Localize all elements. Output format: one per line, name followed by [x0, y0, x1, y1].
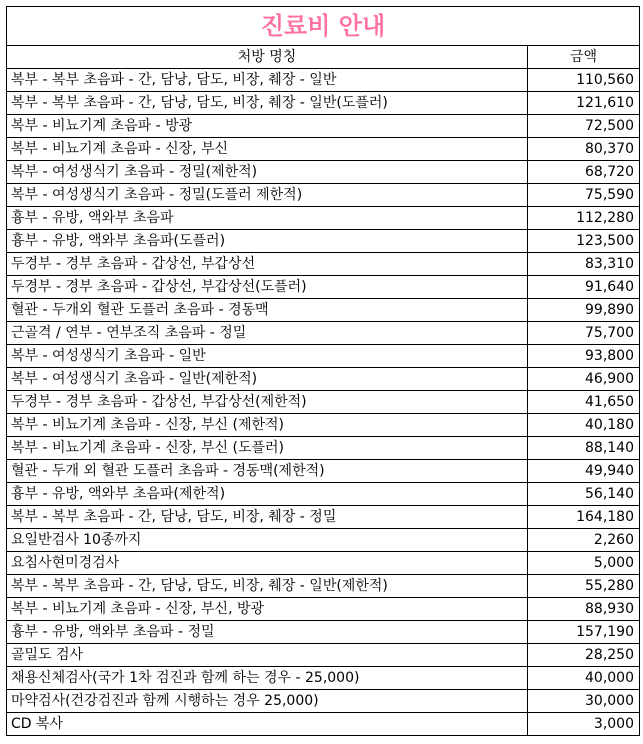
- table-row: [7, 276, 640, 299]
- table-body: [7, 69, 640, 736]
- procedure-name-cell: 혈관 - 두개 외 혈관 도플러 초음파 - 경동맥(제한적): [7, 460, 528, 483]
- price-cell: 91,640: [528, 276, 640, 299]
- price-cell: 110,560: [528, 69, 640, 92]
- table-row: [7, 184, 640, 207]
- procedure-name-cell: 골밀도 검사: [7, 644, 528, 667]
- price-cell: 40,000: [528, 667, 640, 690]
- column-header-name: 처방 명칭: [7, 46, 528, 69]
- price-cell: 41,650: [528, 391, 640, 414]
- procedure-name-cell: 복부 - 여성생식기 초음파 - 정밀(제한적): [7, 161, 528, 184]
- price-cell: 80,370: [528, 138, 640, 161]
- procedure-name-cell: 흉부 - 유방, 액와부 초음파 - 정밀: [7, 621, 528, 644]
- table-row: [7, 207, 640, 230]
- price-cell: 123,500: [528, 230, 640, 253]
- table-row: [7, 322, 640, 345]
- table-row: [7, 391, 640, 414]
- table-row: [7, 299, 640, 322]
- procedure-name-cell: 복부 - 여성생식기 초음파 - 일반(제한적): [7, 368, 528, 391]
- procedure-name-cell: 흉부 - 유방, 액와부 초음파(제한적): [7, 483, 528, 506]
- procedure-name-cell: 근골격 / 연부 - 연부조직 초음파 - 정밀: [7, 322, 528, 345]
- table-row: [7, 529, 640, 552]
- procedure-name-cell: 혈관 - 두개외 혈관 도플러 초음파 - 경동맥: [7, 299, 528, 322]
- table-row: [7, 483, 640, 506]
- procedure-name-cell: 복부 - 비뇨기계 초음파 - 신장, 부신: [7, 138, 528, 161]
- table-row: [7, 138, 640, 161]
- procedure-name-cell: 복부 - 비뇨기계 초음파 - 방광: [7, 115, 528, 138]
- price-cell: 55,280: [528, 575, 640, 598]
- page-title: 진료비 안내: [7, 7, 640, 46]
- procedure-name-cell: 복부 - 비뇨기계 초음파 - 신장, 부신 (제한적): [7, 414, 528, 437]
- table-row: [7, 69, 640, 92]
- price-cell: 88,140: [528, 437, 640, 460]
- procedure-name-cell: 두경부 - 경부 초음파 - 갑상선, 부갑상선(도플러): [7, 276, 528, 299]
- procedure-name-cell: 요침사현미경검사: [7, 552, 528, 575]
- table-row: [7, 621, 640, 644]
- price-cell: 121,610: [528, 92, 640, 115]
- price-cell: 75,700: [528, 322, 640, 345]
- price-cell: 157,190: [528, 621, 640, 644]
- procedure-name-cell: 채용신체검사(국가 1차 검진과 함께 하는 경우 - 25,000): [7, 667, 528, 690]
- procedure-name-cell: 복부 - 복부 초음파 - 간, 담낭, 담도, 비장, 췌장 - 일반(제한적): [7, 575, 528, 598]
- table-row: [7, 92, 640, 115]
- price-cell: 2,260: [528, 529, 640, 552]
- price-cell: 40,180: [528, 414, 640, 437]
- table-row: [7, 598, 640, 621]
- price-cell: 93,800: [528, 345, 640, 368]
- price-cell: 99,890: [528, 299, 640, 322]
- price-cell: 75,590: [528, 184, 640, 207]
- table-row: [7, 460, 640, 483]
- price-cell: 30,000: [528, 690, 640, 713]
- table-row: [7, 230, 640, 253]
- table-row: [7, 345, 640, 368]
- table-row: [7, 161, 640, 184]
- procedure-name-cell: 흉부 - 유방, 액와부 초음파(도플러): [7, 230, 528, 253]
- price-cell: 3,000: [528, 713, 640, 736]
- column-header-price: 금액: [528, 46, 640, 69]
- price-table: [6, 6, 640, 736]
- procedure-name-cell: CD 복사: [7, 713, 528, 736]
- procedure-name-cell: 마약검사(건강검진과 함께 시행하는 경우 25,000): [7, 690, 528, 713]
- procedure-name-cell: 요일반검사 10종까지: [7, 529, 528, 552]
- procedure-name-cell: 두경부 - 경부 초음파 - 갑상선, 부갑상선(제한적): [7, 391, 528, 414]
- procedure-name-cell: 복부 - 여성생식기 초음파 - 일반: [7, 345, 528, 368]
- price-cell: 88,930: [528, 598, 640, 621]
- title-row: [7, 7, 640, 46]
- header-row: [7, 46, 640, 69]
- table-row: [7, 253, 640, 276]
- price-cell: 164,180: [528, 506, 640, 529]
- table-row: [7, 437, 640, 460]
- price-cell: 49,940: [528, 460, 640, 483]
- table-row: [7, 414, 640, 437]
- price-cell: 46,900: [528, 368, 640, 391]
- price-cell: 72,500: [528, 115, 640, 138]
- procedure-name-cell: 흉부 - 유방, 액와부 초음파: [7, 207, 528, 230]
- procedure-name-cell: 복부 - 복부 초음파 - 간, 담낭, 담도, 비장, 췌장 - 일반: [7, 69, 528, 92]
- table-row: [7, 575, 640, 598]
- procedure-name-cell: 두경부 - 경부 초음파 - 갑상선, 부갑상선: [7, 253, 528, 276]
- price-cell: 83,310: [528, 253, 640, 276]
- table-row: [7, 115, 640, 138]
- procedure-name-cell: 복부 - 복부 초음파 - 간, 담낭, 담도, 비장, 췌장 - 정밀: [7, 506, 528, 529]
- table-row: [7, 368, 640, 391]
- price-cell: 112,280: [528, 207, 640, 230]
- table-row: [7, 667, 640, 690]
- price-cell: 28,250: [528, 644, 640, 667]
- table-row: [7, 713, 640, 736]
- price-cell: 56,140: [528, 483, 640, 506]
- table-row: [7, 552, 640, 575]
- price-cell: 5,000: [528, 552, 640, 575]
- procedure-name-cell: 복부 - 복부 초음파 - 간, 담낭, 담도, 비장, 췌장 - 일반(도플러): [7, 92, 528, 115]
- table-row: [7, 506, 640, 529]
- table-row: [7, 644, 640, 667]
- procedure-name-cell: 복부 - 여성생식기 초음파 - 정밀(도플러 제한적): [7, 184, 528, 207]
- procedure-name-cell: 복부 - 비뇨기계 초음파 - 신장, 부신 (도플러): [7, 437, 528, 460]
- table-row: [7, 690, 640, 713]
- price-cell: 68,720: [528, 161, 640, 184]
- procedure-name-cell: 복부 - 비뇨기계 초음파 - 신장, 부신, 방광: [7, 598, 528, 621]
